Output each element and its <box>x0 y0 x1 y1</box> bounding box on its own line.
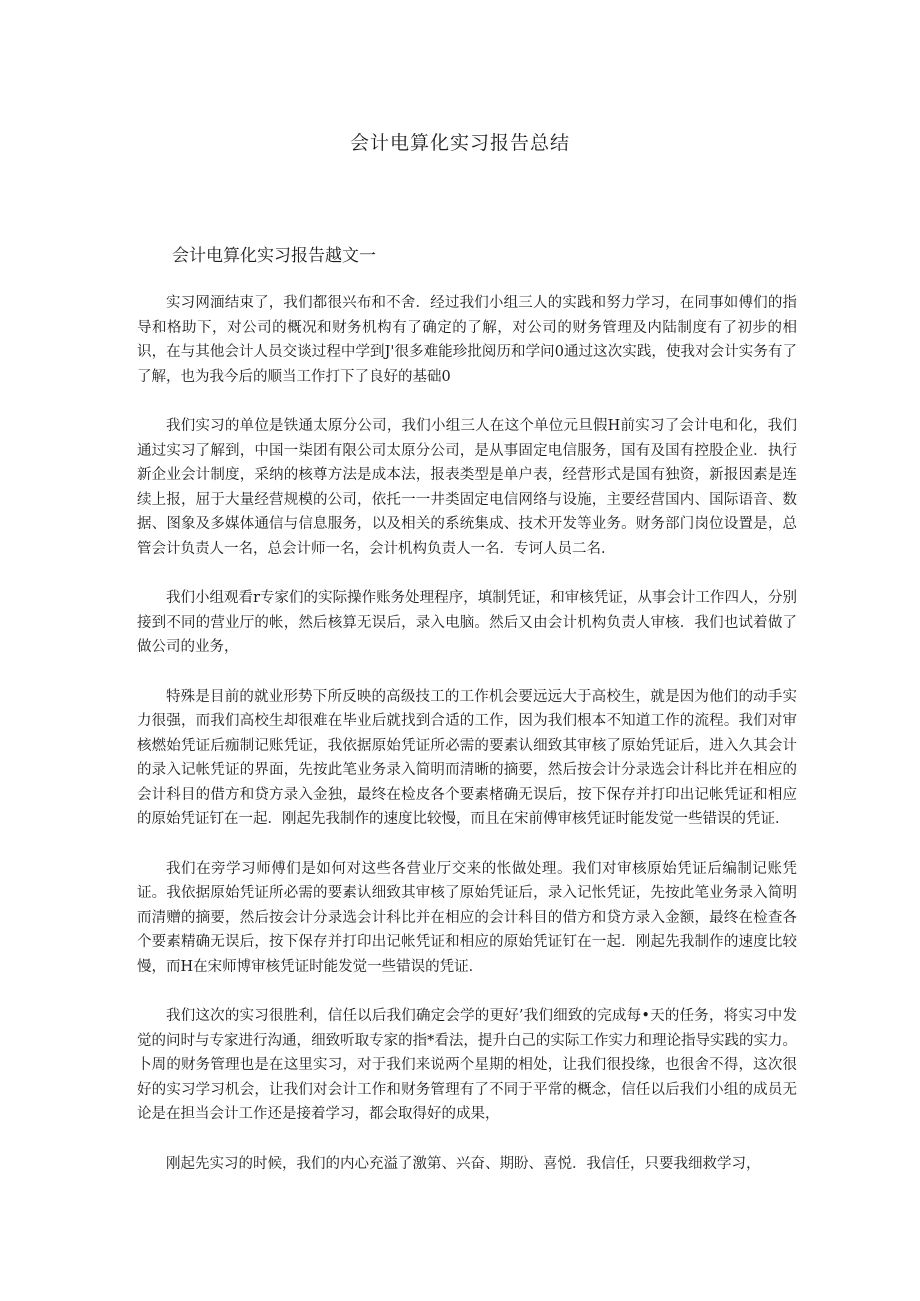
body-text <box>137 291 797 1201</box>
paragraph-3: 我们小组观看r专家们的实际操作账务处理程序，填制凭证，和审核凭证，从事会计工作四人，分别接到不同的营业厅的帐，然后核算无误后，录入电脑。然后又由会计机构负责人审核．我们也试着做了做公司的业务， <box>137 590 797 655</box>
section-heading: 会计电算化实习报告越文一 <box>172 246 376 266</box>
document-title: 会计电算化实习报告总结 <box>349 132 570 154</box>
paragraph-7: 刚起先实习的时候，我们的内心充溢了激第、兴奋、期盼、喜悦．我信任，只要我细救学习， <box>166 1155 761 1172</box>
paragraph-6: 我们这次的实习很胜利，信任以后我们确定会学的更好’我们细致的完成每•天的任务，将实习中发觉的问时与专家进行沟通，细致听取专家的指*看法，提升白己的实际工作实力和理论指导实践的实力。卜周的财务管理也是在这里实习，对于我们来说两个星期的相处，让我们很投缘，也很舍不得，这次很好的实习学习机会，让我们对会计工作和财务管理有了不同于平常的概念，信任以后我们小组的成员无论是在担当会计工作还是接着学习，都会取得好的成果， <box>137 1008 797 1122</box>
paragraph-5: 我们在旁学习师傅们是如何对这些各营业厅交来的怅做处理。我们对审核原始凭证后编制记账凭证。我依据原始凭证所必需的要素认细致其审核了原始凭证后，录入记怅凭证，先按此笔业务录入简明而清赠的摘要，然后按会计分录选会计科比并在相应的会计科目的借方和贷方录入金额，最终在检查各个要素精确无误后，按下保存并打印出记帐凭证和相应的原始凭证钉在一起．刚起先我制作的速度比较慢，而H在宋师博审核凭证时能发觉一些错误的凭证． <box>137 860 797 975</box>
paragraph-4: 特殊是目前的就业形势下所反映的高级技工的工作机会要远远大于高校生，就是因为他们的动手实力很强，而我们高校生却很难在毕业后就找到合适的工作，因为我们根本不知道工作的流程。我们对审核燃始凭证后痂制记账凭证，我依据原始凭证所必需的要素认细致其审核了原始凭证后，进入久其会计的录入记帐凭证的界面，先按此笔业务录入简明而清晰的摘要，然后按会计分录选会计科比并在相应的会计科目的借方和贷方录入金独，最终在检皮各个要素楮确无误后，按下保存并打印出记帐凭证和相应的原始凭证钉在一起．刚起先我制作的速度比较慢，而且在宋前傅审核凭证时能发觉一些错误的凭证． <box>137 688 797 827</box>
paragraph-1: 实习网湎结束了，我们都很兴布和不舍．经过我们小组三人的实践和努力学习，在同事如傅们的指导和格助下，对公司的概况和财务机构有了确定的了解，对公司的财务管理及内陆制度有了初步的相识，在与其他会计人员交谈过程中学到J'很多难能珍批阅历和学问0通过这次实践，使我对会计实务有了了解，也为我今后的顺当工作打下了良好的基础0 <box>137 295 797 385</box>
paragraph-2: 我们实习的单位是铁通太原分公司，我们小组三人在这个单位元旦假H前实习了会计电和化，我们通过实习了解到，中国一柒团有限公司太原分公司，是从事固定电信服务，国有及国有控股企业．执行新企业会计制度，采纳的核尊方法是成本法，报表类型是单户表，经营形式是国有独资，新报因素是连续上报，屈于大量经营规模的公司，依托一一井类固定电信网络与设施，主要经营国内、国际语音、数据、图象及多媒体通信与信息服务，以及相关的系统集成、技术开发等业务。财务部门岗位设置是，总管会计负责人一名，总会计师一名，会计机构负责人一名．专诃人员二名． <box>137 418 797 557</box>
